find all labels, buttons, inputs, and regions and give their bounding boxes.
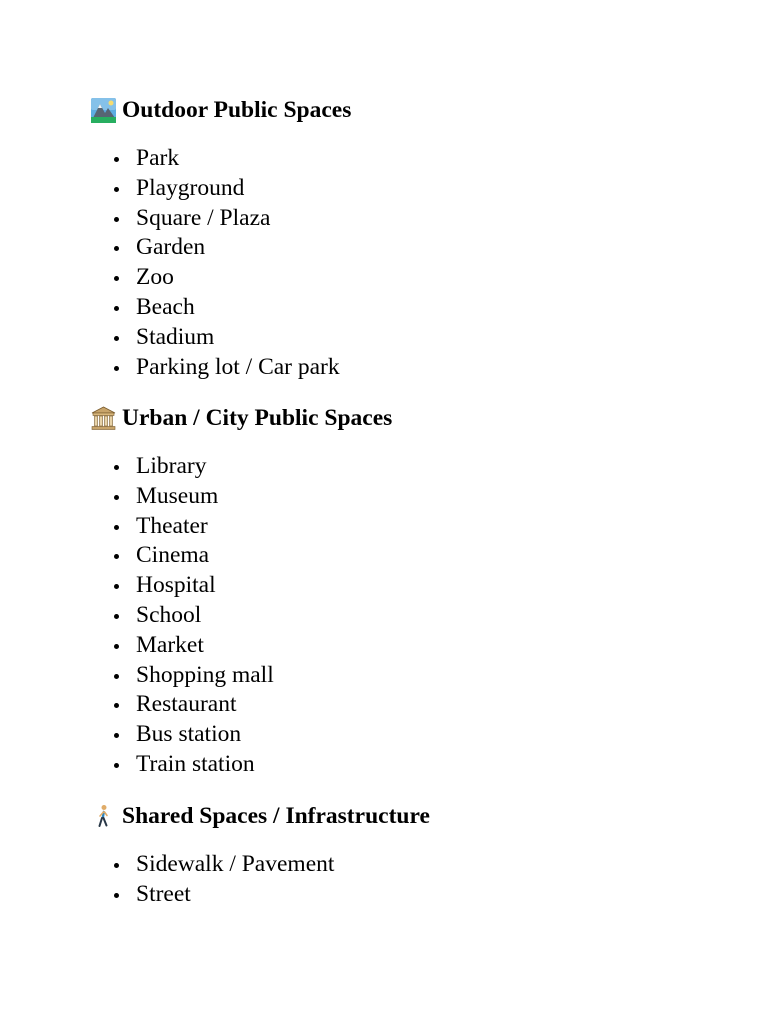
bullet-icon (114, 674, 119, 679)
section-heading (91, 402, 392, 434)
mountain-landscape-icon (91, 98, 116, 123)
list-item: Restaurant (91, 690, 392, 720)
list-item: Beach (91, 293, 351, 323)
section-urban-city-public-spaces (91, 402, 392, 780)
bullet-icon (114, 465, 119, 470)
bullet-icon (114, 893, 119, 898)
list-item: Market (91, 631, 392, 661)
list-item: Shopping mall (91, 661, 392, 691)
list-item: Parking lot / Car park (91, 353, 351, 383)
list-item: Train station (91, 750, 392, 780)
urban-spaces-list (91, 452, 392, 780)
person-walking-icon (91, 804, 116, 829)
bullet-icon (114, 863, 119, 868)
list-item: Cinema (91, 541, 392, 571)
bullet-icon (114, 336, 119, 341)
bullet-icon (114, 157, 119, 162)
section-title: Urban / City Public Spaces (122, 404, 393, 431)
bullet-icon (114, 276, 119, 281)
bullet-icon (114, 644, 119, 649)
bullet-icon (114, 246, 119, 251)
bullet-icon (114, 525, 119, 530)
bullet-icon (114, 703, 119, 708)
list-item: Hospital (91, 571, 392, 601)
bullet-icon (114, 217, 119, 222)
bullet-icon (114, 306, 119, 311)
list-item: Zoo (91, 263, 351, 293)
bullet-icon (114, 366, 119, 371)
bullet-icon (114, 733, 119, 738)
list-item: Square / Plaza (91, 204, 351, 234)
bullet-icon (114, 495, 119, 500)
section-heading (91, 94, 351, 126)
list-item: Library (91, 452, 392, 482)
bullet-icon (114, 763, 119, 768)
list-item: Park (91, 144, 351, 174)
section-title: Shared Spaces / Infrastructure (122, 802, 430, 829)
list-item: School (91, 601, 392, 631)
list-item: Bus station (91, 720, 392, 750)
list-item: Street (91, 880, 430, 910)
list-item: Garden (91, 233, 351, 263)
bullet-icon (114, 614, 119, 619)
bullet-icon (114, 584, 119, 589)
section-outdoor-public-spaces (91, 94, 351, 382)
list-item: Playground (91, 174, 351, 204)
list-item: Museum (91, 482, 392, 512)
list-item: Theater (91, 512, 392, 542)
classical-building-icon (91, 406, 116, 431)
bullet-icon (114, 187, 119, 192)
bullet-icon (114, 554, 119, 559)
list-item: Sidewalk / Pavement (91, 850, 430, 880)
section-title: Outdoor Public Spaces (122, 96, 352, 123)
outdoor-spaces-list (91, 144, 351, 382)
list-item: Stadium (91, 323, 351, 353)
section-heading (91, 800, 430, 832)
shared-spaces-list (91, 850, 430, 910)
section-shared-spaces-infrastructure (91, 800, 430, 910)
